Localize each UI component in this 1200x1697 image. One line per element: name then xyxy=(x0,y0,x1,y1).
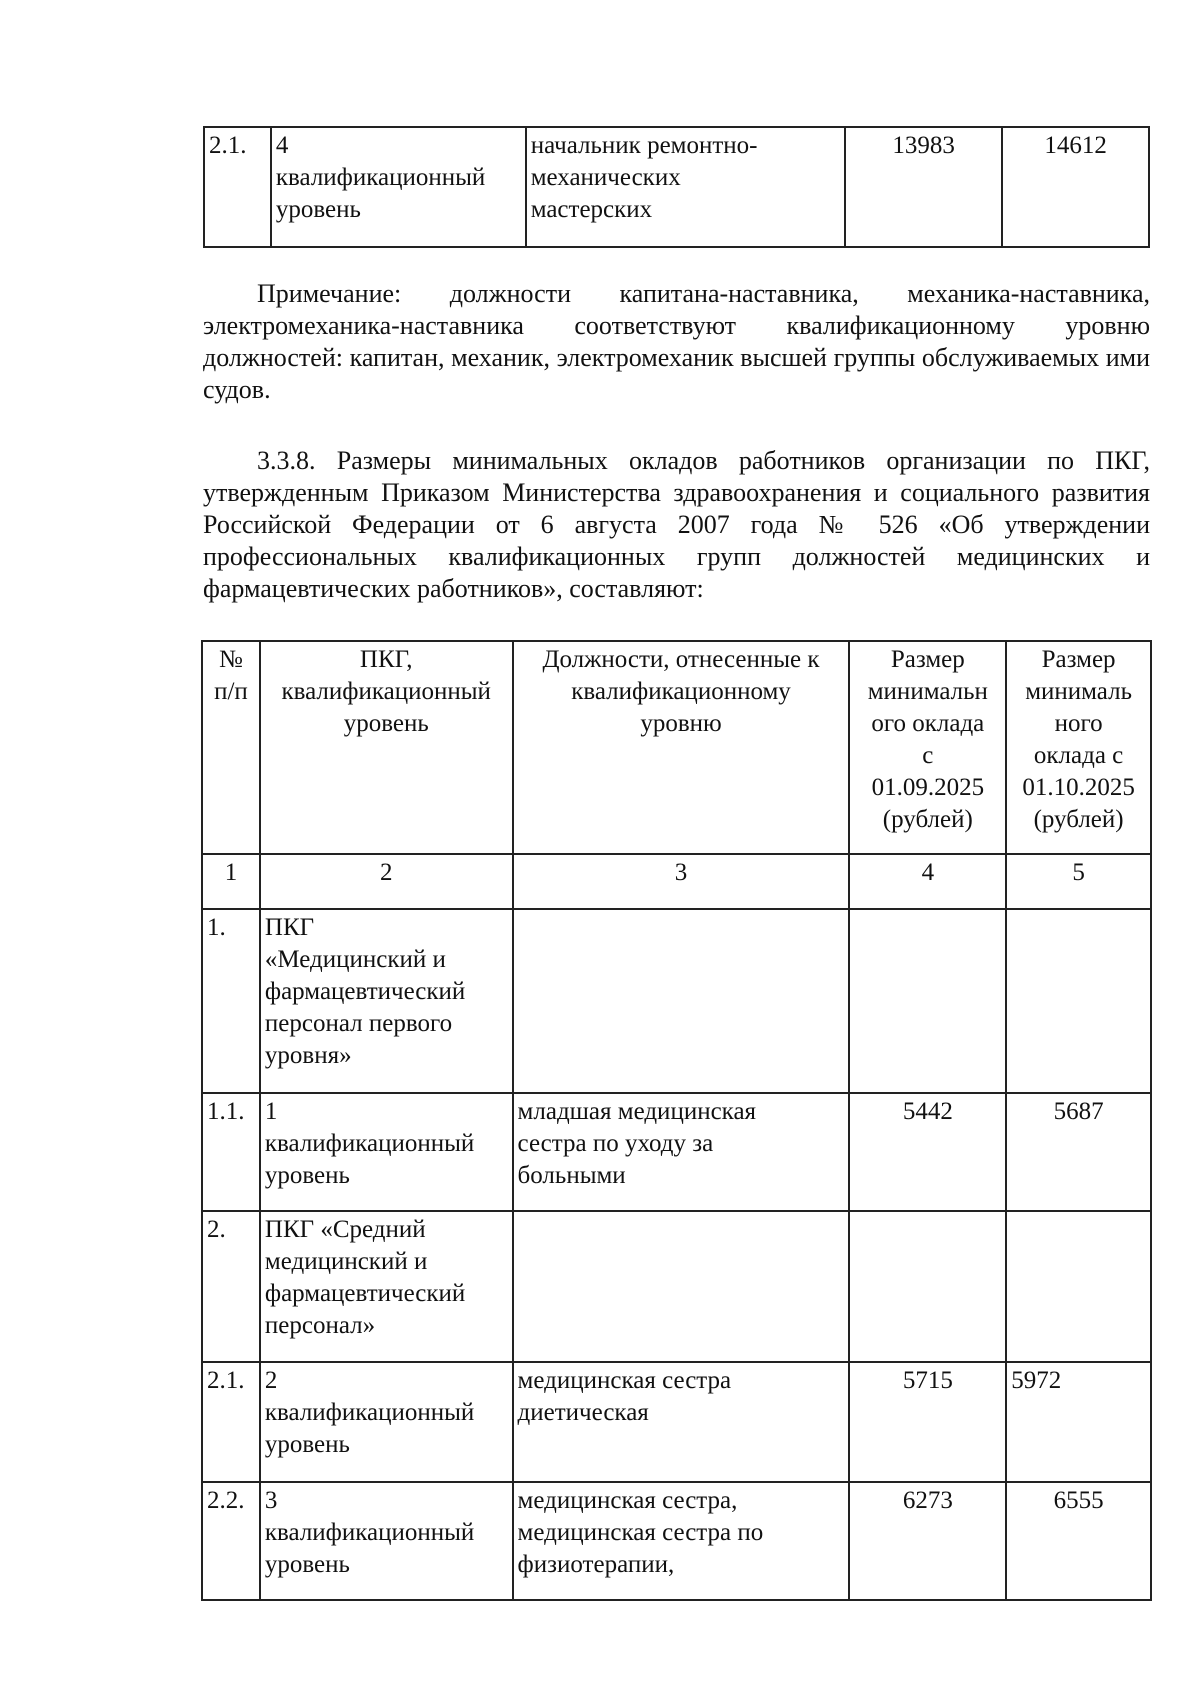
table-row xyxy=(202,909,1151,1093)
row-number: 2.2. xyxy=(202,1482,260,1600)
index-cell: 3 xyxy=(513,854,850,909)
header-salary-sep: Размер минимальн ого оклада с 01.09.2025 (рублей) xyxy=(849,641,1006,854)
row-number: 1. xyxy=(202,909,260,1093)
qualification-level: 4 квалификационный уровень xyxy=(271,127,526,247)
salary-from-sep xyxy=(849,1211,1006,1362)
section-paragraph: 3.3.8. Размеры минимальных окладов работников организации по ПКГ, утвержденным Приказом Министерства здравоохранения и социального развития Российской Федерации от 6 августа 2007 года № 526 «Об утверждении профессиональных квалификационных групп должностей медицинских и фармацевтических работников», составляют: xyxy=(203,446,1150,603)
header-positions: Должности, отнесенные к квалификационному уровню xyxy=(513,641,850,854)
positions-cell: младшая медицинская сестра по уходу за больными xyxy=(513,1093,850,1211)
index-cell: 4 xyxy=(849,854,1006,909)
table-row xyxy=(204,127,1149,247)
header-pkg: ПКГ, квалификационный уровень xyxy=(260,641,513,854)
header-num: № п/п xyxy=(202,641,260,854)
top-table xyxy=(203,126,1150,248)
pkg-cell: 1 квалификационный уровень xyxy=(260,1093,513,1211)
index-cell: 5 xyxy=(1006,854,1151,909)
positions-cell: медицинская сестра, медицинская сестра по физиотерапии, xyxy=(513,1482,850,1600)
positions-cell xyxy=(513,1211,850,1362)
positions-cell xyxy=(513,909,850,1093)
salary-from-oct xyxy=(1006,1211,1151,1362)
row-number: 2. xyxy=(202,1211,260,1362)
table-row xyxy=(202,1211,1151,1362)
table-row xyxy=(202,1093,1151,1211)
positions-cell: начальник ремонтно- механических мастерских xyxy=(526,127,845,247)
positions-cell: медицинская сестра диетическая xyxy=(513,1362,850,1482)
pkg-cell: ПКГ «Медицинский и фармацевтический персонал первого уровня» xyxy=(260,909,513,1093)
pkg-cell: ПКГ «Средний медицинский и фармацевтический персонал» xyxy=(260,1211,513,1362)
table-row xyxy=(202,1482,1151,1600)
salary-from-oct: 14612 xyxy=(1002,127,1149,247)
pkg-cell: 3 квалификационный уровень xyxy=(260,1482,513,1600)
salary-from-sep: 6273 xyxy=(849,1482,1006,1600)
index-row xyxy=(202,854,1151,909)
salary-from-oct: 5972 xyxy=(1006,1362,1151,1482)
header-salary-oct: Размер минималь ного оклада с 01.10.2025 (рублей) xyxy=(1006,641,1151,854)
salary-from-oct: 6555 xyxy=(1006,1482,1151,1600)
row-number: 2.1. xyxy=(202,1362,260,1482)
pkg-cell: 2 квалификационный уровень xyxy=(260,1362,513,1482)
salary-from-sep: 5715 xyxy=(849,1362,1006,1482)
header-row xyxy=(202,641,1151,854)
salary-from-oct xyxy=(1006,909,1151,1093)
salary-from-sep: 5442 xyxy=(849,1093,1006,1211)
salary-from-oct: 5687 xyxy=(1006,1093,1151,1211)
note-paragraph: Примечание: должности капитана-наставника, механика-наставника, электромеханика-наставника соответствуют квалификационному уровню должностей: капитан, механик, электромеханик высшей группы обслуживаемых ими судов. xyxy=(203,279,1150,404)
salary-from-sep: 13983 xyxy=(845,127,1003,247)
salary-table xyxy=(201,640,1152,1601)
salary-from-sep xyxy=(849,909,1006,1093)
row-number: 1.1. xyxy=(202,1093,260,1211)
row-number: 2.1. xyxy=(204,127,271,247)
table-row xyxy=(202,1362,1151,1482)
index-cell: 1 xyxy=(202,854,260,909)
index-cell: 2 xyxy=(260,854,513,909)
